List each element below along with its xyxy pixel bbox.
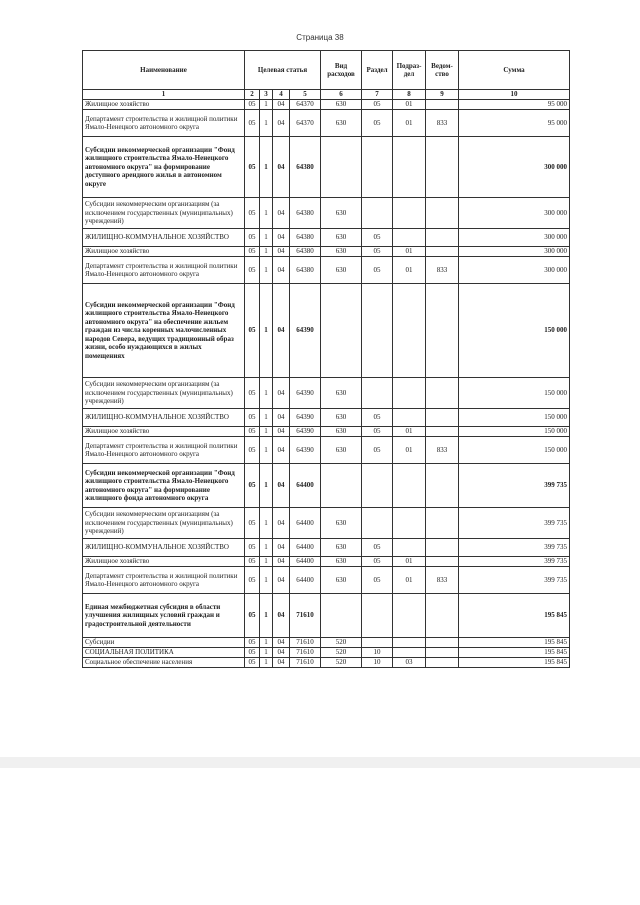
table-row [83,557,570,567]
row-code-cell: 71610 [290,594,321,638]
row-code-cell: 05 [245,198,260,229]
row-code-cell [362,284,393,378]
row-code-cell: 04 [273,508,290,539]
row-code-cell: 1 [260,658,273,668]
row-code-cell: 1 [260,567,273,594]
table-row [83,137,570,198]
row-code-cell: 04 [273,198,290,229]
table-row [83,539,570,557]
row-code-cell: 10 [362,648,393,658]
row-code-cell [426,100,459,110]
row-code-cell: 1 [260,137,273,198]
row-code-cell: 05 [245,437,260,464]
row-code-cell: 01 [393,567,426,594]
row-code-cell [426,638,459,648]
row-code-cell: 04 [273,594,290,638]
row-code-cell: 04 [273,557,290,567]
row-code-cell [362,508,393,539]
row-code-cell [321,594,362,638]
row-name-cell: Жилищное хозяйство [83,557,245,567]
row-code-cell: 630 [321,198,362,229]
row-code-cell: 05 [245,257,260,284]
row-code-cell [321,137,362,198]
row-code-cell: 64380 [290,247,321,257]
row-code-cell: 71610 [290,648,321,658]
column-number: 10 [459,90,570,100]
row-code-cell: 04 [273,567,290,594]
row-code-cell: 01 [393,257,426,284]
row-name-cell: Жилищное хозяйство [83,427,245,437]
row-sum-cell: 195 845 [459,658,570,668]
row-code-cell: 10 [362,658,393,668]
row-code-cell [393,638,426,648]
row-name-cell: Субсидии некоммерческой организации "Фонд жилищного строительства Ямало-Ненецкого автономного округа" на обеспечение жильем граждан из числа коренных малочисленных народов Севера, ведущих традиционный образ жизни, особо нуждающихся в жилых помещениях [83,284,245,378]
row-code-cell: 630 [321,437,362,464]
row-code-cell [393,198,426,229]
table-row [83,110,570,137]
table-row [83,378,570,409]
row-code-cell: 1 [260,257,273,284]
row-code-cell: 01 [393,427,426,437]
row-code-cell [426,409,459,427]
row-code-cell: 1 [260,247,273,257]
table-row [83,508,570,539]
row-code-cell: 630 [321,378,362,409]
row-name-cell: Субсидии некоммерческим организациям (за исключением государственных (муниципальных) учреждений) [83,508,245,539]
row-name-cell: ЖИЛИЩНО-КОММУНАЛЬНОЕ ХОЗЯЙСТВО [83,409,245,427]
table-row [83,567,570,594]
row-code-cell: 630 [321,567,362,594]
row-code-cell: 630 [321,257,362,284]
table-row [83,437,570,464]
row-code-cell [362,638,393,648]
row-code-cell: 05 [245,557,260,567]
page-edge [0,757,640,768]
row-code-cell [393,409,426,427]
row-code-cell: 1 [260,539,273,557]
row-code-cell: 05 [245,508,260,539]
row-name-cell: Департамент строительства и жилищной политики Ямало-Ненецкого автономного округа [83,110,245,137]
row-sum-cell: 95 000 [459,100,570,110]
header-expense: Вид расходов [321,51,362,90]
row-code-cell: 64390 [290,378,321,409]
header-subsection: Подраз-дел [393,51,426,90]
row-name-cell: Департамент строительства и жилищной политики Ямало-Ненецкого автономного округа [83,567,245,594]
header-section: Раздел [362,51,393,90]
row-code-cell: 05 [245,247,260,257]
row-code-cell: 1 [260,638,273,648]
table-row [83,229,570,247]
row-code-cell: 64380 [290,257,321,284]
row-code-cell: 05 [245,539,260,557]
row-code-cell: 05 [245,100,260,110]
row-code-cell: 1 [260,464,273,508]
row-code-cell: 04 [273,137,290,198]
row-code-cell: 04 [273,539,290,557]
row-code-cell: 833 [426,437,459,464]
row-code-cell [362,594,393,638]
row-sum-cell: 195 845 [459,594,570,638]
row-code-cell: 1 [260,508,273,539]
column-number: 4 [273,90,290,100]
row-code-cell [426,378,459,409]
row-code-cell: 630 [321,247,362,257]
row-name-cell: Социальное обеспечение населения [83,658,245,668]
row-code-cell: 05 [362,437,393,464]
row-sum-cell: 399 735 [459,557,570,567]
row-code-cell: 05 [245,378,260,409]
row-name-cell: Департамент строительства и жилищной политики Ямало-Ненецкого автономного округа [83,257,245,284]
row-code-cell: 520 [321,648,362,658]
row-code-cell: 64390 [290,437,321,464]
column-number: 9 [426,90,459,100]
row-code-cell: 05 [245,284,260,378]
row-name-cell: ЖИЛИЩНО-КОММУНАЛЬНОЕ ХОЗЯЙСТВО [83,229,245,247]
row-code-cell: 01 [393,247,426,257]
row-code-cell: 05 [362,567,393,594]
row-code-cell: 05 [362,110,393,137]
row-code-cell: 05 [362,257,393,284]
row-code-cell [321,284,362,378]
row-code-cell: 520 [321,658,362,668]
row-code-cell: 1 [260,427,273,437]
row-code-cell: 64370 [290,100,321,110]
row-sum-cell: 150 000 [459,284,570,378]
row-code-cell: 64400 [290,557,321,567]
row-code-cell: 04 [273,100,290,110]
row-code-cell: 630 [321,110,362,137]
header-row [83,51,570,90]
header-target: Целевая статья [245,51,321,90]
row-code-cell: 1 [260,100,273,110]
page-number-label: Страница 38 [296,33,344,42]
row-code-cell [393,229,426,247]
row-code-cell: 1 [260,378,273,409]
row-code-cell [321,464,362,508]
row-name-cell: Департамент строительства и жилищной политики Ямало-Ненецкого автономного округа [83,437,245,464]
row-code-cell: 630 [321,508,362,539]
row-name-cell: Жилищное хозяйство [83,247,245,257]
row-code-cell: 71610 [290,658,321,668]
table-row [83,247,570,257]
row-code-cell: 05 [362,100,393,110]
row-code-cell: 1 [260,229,273,247]
row-code-cell [362,137,393,198]
row-code-cell: 05 [245,229,260,247]
row-code-cell: 1 [260,110,273,137]
row-code-cell [426,508,459,539]
column-number-row [83,90,570,100]
row-code-cell: 64400 [290,508,321,539]
row-sum-cell: 150 000 [459,437,570,464]
table-row [83,464,570,508]
row-code-cell: 1 [260,198,273,229]
row-code-cell [393,464,426,508]
row-code-cell: 05 [362,409,393,427]
row-code-cell: 01 [393,437,426,464]
table-row [83,409,570,427]
row-code-cell [426,198,459,229]
row-code-cell: 05 [245,137,260,198]
row-sum-cell: 399 735 [459,567,570,594]
row-code-cell [393,137,426,198]
row-code-cell: 05 [362,557,393,567]
row-code-cell [393,594,426,638]
row-code-cell: 64400 [290,567,321,594]
row-code-cell: 630 [321,100,362,110]
row-sum-cell: 95 000 [459,110,570,137]
row-code-cell [393,539,426,557]
row-code-cell: 04 [273,464,290,508]
row-code-cell: 05 [245,567,260,594]
row-code-cell: 01 [393,557,426,567]
row-sum-cell: 150 000 [459,378,570,409]
row-code-cell [426,229,459,247]
row-code-cell: 05 [362,229,393,247]
row-code-cell: 05 [245,648,260,658]
row-code-cell: 01 [393,110,426,137]
row-code-cell [426,658,459,668]
column-number: 1 [83,90,245,100]
row-sum-cell: 300 000 [459,247,570,257]
row-code-cell: 04 [273,409,290,427]
row-code-cell: 630 [321,229,362,247]
row-code-cell: 520 [321,638,362,648]
row-code-cell: 05 [362,427,393,437]
table-row [83,257,570,284]
row-name-cell: Субсидии некоммерческой организации "Фонд жилищного строительства Ямало-Ненецкого автономного округа" на формирование доступного арендного жилья в автономном округе [83,137,245,198]
row-name-cell: Субсидии некоммерческой организации "Фонд жилищного строительства Ямало-Ненецкого автономного округа" на формирование жилищного фонда автономного округа [83,464,245,508]
row-code-cell: 1 [260,284,273,378]
row-code-cell: 05 [362,247,393,257]
column-number: 8 [393,90,426,100]
row-code-cell [393,508,426,539]
row-code-cell: 05 [245,594,260,638]
row-sum-cell: 300 000 [459,229,570,247]
budget-table [82,50,570,668]
row-code-cell: 1 [260,648,273,658]
header-sum: Сумма [459,51,570,90]
row-name-cell: Единая межбюджетная субсидия в области улучшения жилищных условий граждан и градостроительной деятельности [83,594,245,638]
row-code-cell [393,648,426,658]
row-code-cell: 05 [245,427,260,437]
row-code-cell: 630 [321,409,362,427]
row-code-cell: 05 [245,110,260,137]
row-code-cell: 05 [362,539,393,557]
row-code-cell: 05 [245,409,260,427]
row-code-cell: 64400 [290,464,321,508]
row-name-cell: Субсидии некоммерческим организациям (за исключением государственных (муниципальных) учреждений) [83,378,245,409]
row-code-cell: 04 [273,110,290,137]
table-row [83,594,570,638]
row-code-cell: 630 [321,427,362,437]
row-sum-cell: 300 000 [459,257,570,284]
row-code-cell [426,539,459,557]
row-code-cell [426,648,459,658]
row-code-cell: 05 [245,638,260,648]
row-name-cell: Жилищное хозяйство [83,100,245,110]
table-row [83,100,570,110]
column-number: 3 [260,90,273,100]
row-sum-cell: 399 735 [459,464,570,508]
row-code-cell: 1 [260,437,273,464]
row-code-cell [426,464,459,508]
row-code-cell: 833 [426,567,459,594]
row-name-cell: СОЦИАЛЬНАЯ ПОЛИТИКА [83,648,245,658]
row-code-cell: 04 [273,648,290,658]
row-code-cell: 630 [321,539,362,557]
row-sum-cell: 150 000 [459,427,570,437]
row-code-cell: 64380 [290,137,321,198]
row-code-cell [426,247,459,257]
row-code-cell [362,464,393,508]
row-name-cell: Субсидии некоммерческим организациям (за исключением государственных (муниципальных) учреждений) [83,198,245,229]
row-code-cell: 04 [273,427,290,437]
column-number: 2 [245,90,260,100]
row-code-cell: 64380 [290,198,321,229]
header-name: Наименование [83,51,245,90]
row-code-cell: 04 [273,284,290,378]
row-code-cell: 04 [273,257,290,284]
row-code-cell [426,137,459,198]
row-code-cell: 64370 [290,110,321,137]
table-row [83,198,570,229]
row-code-cell: 64380 [290,229,321,247]
table-row [83,648,570,658]
row-code-cell: 630 [321,557,362,567]
row-code-cell: 04 [273,247,290,257]
row-sum-cell: 399 735 [459,539,570,557]
row-code-cell [362,198,393,229]
row-name-cell: Субсидии [83,638,245,648]
row-code-cell: 04 [273,437,290,464]
row-code-cell: 71610 [290,638,321,648]
row-code-cell: 04 [273,229,290,247]
row-code-cell [393,378,426,409]
row-code-cell: 1 [260,557,273,567]
row-code-cell: 833 [426,257,459,284]
row-code-cell: 01 [393,100,426,110]
row-code-cell: 1 [260,409,273,427]
row-code-cell: 05 [245,658,260,668]
row-code-cell [426,594,459,638]
row-sum-cell: 300 000 [459,198,570,229]
row-sum-cell: 195 845 [459,638,570,648]
column-number: 6 [321,90,362,100]
row-code-cell [426,427,459,437]
column-number: 5 [290,90,321,100]
row-code-cell [393,284,426,378]
row-name-cell: ЖИЛИЩНО-КОММУНАЛЬНОЕ ХОЗЯЙСТВО [83,539,245,557]
row-code-cell [426,557,459,567]
row-sum-cell: 195 845 [459,648,570,658]
row-code-cell: 64400 [290,539,321,557]
header-department: Ведом-ство [426,51,459,90]
row-code-cell: 64390 [290,427,321,437]
row-code-cell: 1 [260,594,273,638]
table-row [83,427,570,437]
row-sum-cell: 150 000 [459,409,570,427]
row-code-cell: 05 [245,464,260,508]
row-sum-cell: 300 000 [459,137,570,198]
row-code-cell: 04 [273,638,290,648]
row-code-cell: 64390 [290,409,321,427]
row-code-cell: 03 [393,658,426,668]
table-row [83,658,570,668]
row-code-cell: 04 [273,378,290,409]
row-code-cell: 04 [273,658,290,668]
row-code-cell [426,284,459,378]
row-sum-cell: 399 735 [459,508,570,539]
column-number: 7 [362,90,393,100]
row-code-cell: 64390 [290,284,321,378]
row-code-cell [362,378,393,409]
table-row [83,284,570,378]
table-row [83,638,570,648]
row-code-cell: 833 [426,110,459,137]
